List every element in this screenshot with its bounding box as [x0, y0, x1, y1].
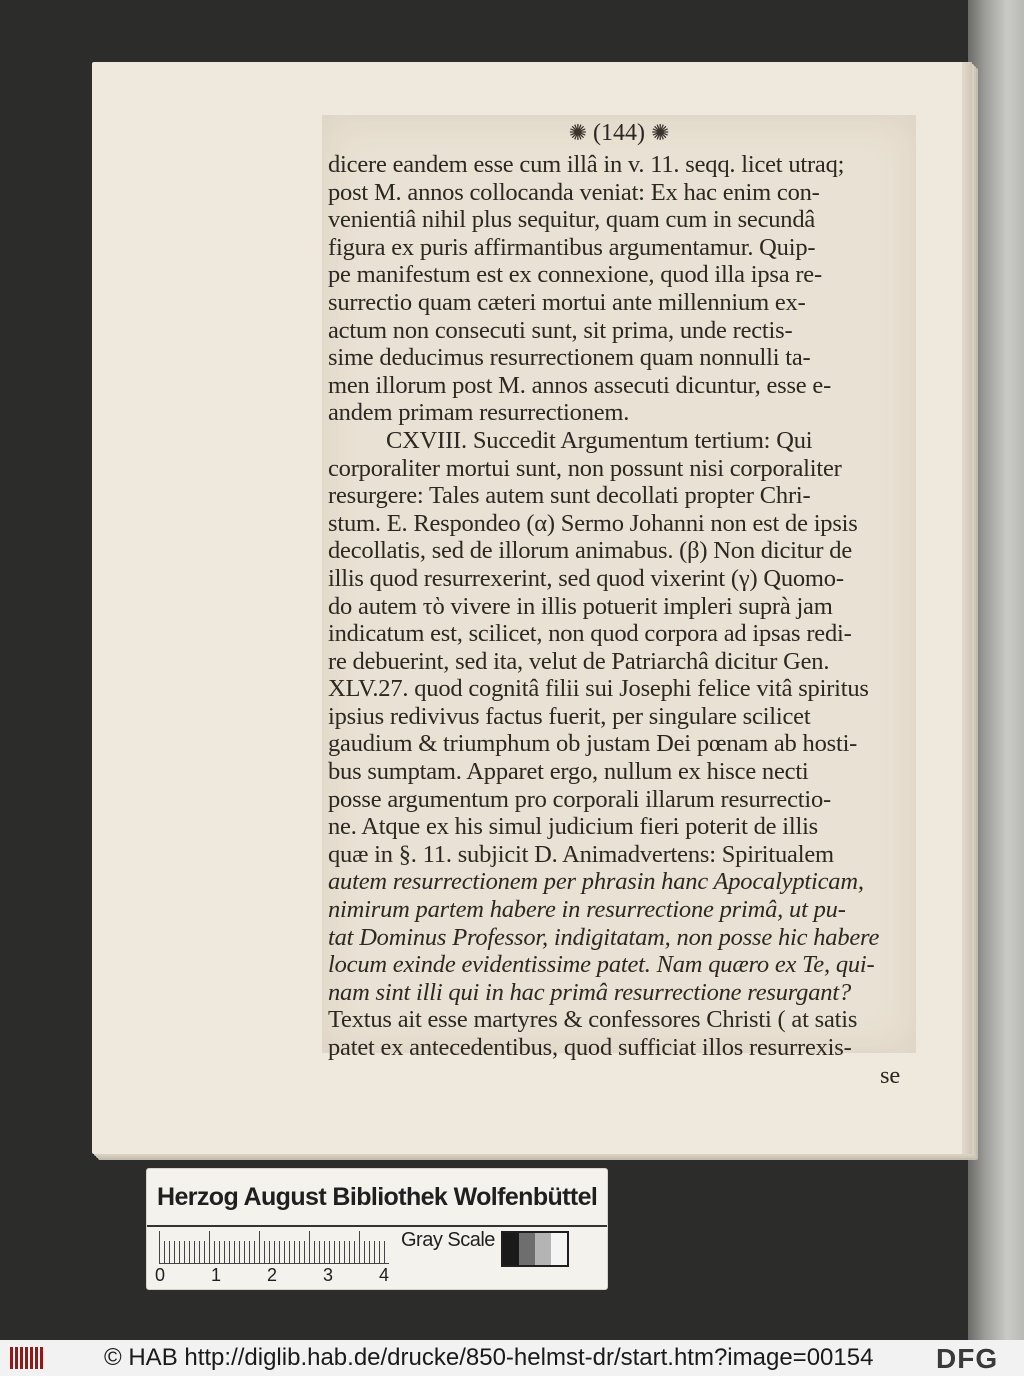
scale-number: 0 — [155, 1265, 166, 1285]
scale-tick — [209, 1231, 210, 1263]
text-line: se — [879, 1061, 900, 1089]
text-line: ipsius redivivus factus fuerit, per singulare scilicet — [328, 702, 811, 730]
scale-tick — [289, 1241, 290, 1263]
scale-tick — [249, 1241, 250, 1263]
page-edge — [962, 62, 972, 1154]
ornament-left-icon: ✺ — [568, 120, 587, 145]
text-line: venientiâ nihil plus sequitur, quam cum in secundâ — [328, 206, 816, 234]
scale-tick — [244, 1241, 245, 1263]
text-line: locum exinde evidentissime patet. Nam quæro ex Te, qui- — [328, 951, 875, 979]
scale-tick — [184, 1241, 185, 1263]
background-strip — [968, 0, 1024, 1340]
scale-tick — [214, 1241, 215, 1263]
text-line: nam sint illi qui in hac primâ resurrectione resurgant? — [328, 978, 851, 1006]
scale-tick — [304, 1241, 305, 1263]
text-line: post M. annos collocanda veniat: Ex hac enim con- — [328, 178, 820, 206]
text-line: re debuerint, sed ita, velut de Patriarchâ dicitur Gen. — [328, 647, 830, 675]
scale-tick — [189, 1241, 190, 1263]
scale-tick — [164, 1241, 165, 1263]
hab-logo-icon — [10, 1347, 44, 1369]
scale-number: 4 — [379, 1265, 390, 1285]
scale-tick — [269, 1241, 270, 1263]
scale-tick — [339, 1241, 340, 1263]
text-line: do autem τὸ vivere in illis potuerit impleri suprà jam — [328, 592, 833, 620]
label-divider — [147, 1225, 607, 1227]
text-line: bus sumptam. Apparet ergo, nullum ex hisce necti — [328, 758, 809, 786]
scale-tick — [319, 1241, 320, 1263]
gray-scale-swatches — [501, 1231, 569, 1267]
scale-tick — [354, 1241, 355, 1263]
library-name: Herzog August Bibliothek Wolfenbüttel — [157, 1183, 598, 1211]
text-line: sime deducimus resurrectionem quam nonnulli ta- — [328, 344, 811, 372]
scale-tick — [279, 1241, 280, 1263]
scale-baseline — [159, 1263, 389, 1264]
scale-tick — [349, 1241, 350, 1263]
text-line: indicatum est, scilicet, non quod corpora ad ipsas redi- — [328, 620, 852, 648]
scale-tick — [309, 1231, 310, 1263]
scale-tick — [194, 1241, 195, 1263]
scale-tick — [204, 1241, 205, 1263]
scale-number: 1 — [211, 1265, 222, 1285]
scale-tick — [229, 1241, 230, 1263]
text-line: autem resurrectionem per phrasin hanc Apocalypticam, — [328, 868, 864, 896]
scale-tick — [314, 1241, 315, 1263]
scale-tick — [379, 1241, 380, 1263]
scale-tick — [174, 1241, 175, 1263]
text-line: gaudium & triumphum ob justam Dei pœnam ab hosti- — [328, 730, 858, 758]
scale-tick — [179, 1241, 180, 1263]
scale-tick — [264, 1241, 265, 1263]
scale-tick — [294, 1241, 295, 1263]
dfg-logo: DFG — [936, 1343, 999, 1374]
footer-bar — [0, 1340, 1024, 1376]
scale-tick — [199, 1241, 200, 1263]
text-line: figura ex puris affirmantibus argumentamur. Quip- — [328, 233, 816, 261]
text-line: actum non consecuti sunt, sit prima, unde rectis- — [328, 316, 793, 344]
gray-swatch — [503, 1233, 519, 1265]
scale-numbers — [147, 1265, 390, 1285]
text-line: posse argumentum pro corporali illarum resurrectio- — [328, 785, 832, 813]
page-header — [322, 115, 916, 151]
scale-tick — [224, 1241, 225, 1263]
text-line: quæ in §. 11. subjicit D. Animadvertens: Spiritualem — [328, 840, 834, 868]
footer-url[interactable]: © HAB http://diglib.hab.de/drucke/850-helmst-dr/start.htm?image=00154 — [104, 1344, 874, 1371]
text-line: illis quod resurrexerint, sed quod vixerint (γ) Quomo- — [328, 564, 844, 592]
gray-scale-label: Gray Scale — [401, 1229, 495, 1251]
scale-tick — [274, 1241, 275, 1263]
scale-tick — [384, 1241, 385, 1263]
page-number: (144) — [593, 120, 645, 146]
scale-tick — [324, 1241, 325, 1263]
text-line: pe manifestum est ex connexione, quod illa ipsa re- — [328, 261, 822, 289]
text-line: CXVIII. Succedit Argumentum tertium: Qui — [386, 426, 813, 454]
text-line: surrectio quam cæteri mortui ante millennium ex- — [328, 288, 806, 316]
scale-tick — [239, 1241, 240, 1263]
gray-swatch — [551, 1233, 567, 1265]
scale-tick — [374, 1241, 375, 1263]
text-line: Textus ait esse martyres & confessores Christi ( at satis — [328, 1006, 858, 1034]
scale-tick — [219, 1241, 220, 1263]
scale-tick — [159, 1231, 160, 1263]
scale-tick — [359, 1231, 360, 1263]
text-line: decollatis, sed de illorum animabus. (β) Non dicitur de — [328, 537, 853, 565]
text-line: nimirum partem habere in resurrectione primâ, ut pu- — [328, 896, 846, 924]
scale-tick — [334, 1241, 335, 1263]
text-line: dicere eandem esse cum illâ in v. 11. seqq. licet utraq; — [328, 151, 845, 178]
body-text — [328, 151, 910, 1089]
text-line: tat Dominus Professor, indigitatam, non posse hic habere — [328, 923, 880, 951]
text-line: patet ex antecedentibus, quod sufficiat illos resurrexis- — [328, 1034, 852, 1061]
scale-tick — [259, 1231, 260, 1263]
scale-tick — [299, 1241, 300, 1263]
text-line: resurgere: Tales autem sunt decollati propter Chri- — [328, 482, 811, 510]
text-line: XLV.27. quod cognitâ filii sui Josephi felice vitâ spiritus — [328, 675, 869, 703]
text-line: men illorum post M. annos assecuti dicuntur, esse e- — [328, 371, 832, 399]
text-block — [322, 115, 916, 1089]
library-label-card — [146, 1168, 608, 1290]
text-line: stum. E. Respondeo (α) Sermo Johanni non est de ipsis — [328, 509, 858, 537]
scale-number: 2 — [267, 1265, 278, 1285]
scale-tick — [284, 1241, 285, 1263]
measurement-scale — [159, 1231, 389, 1265]
scale-tick — [329, 1241, 330, 1263]
ornament-right-icon: ✺ — [650, 120, 670, 145]
scale-number: 3 — [323, 1265, 334, 1285]
text-line: ne. Atque ex his simul judicium fieri poterit de illis — [328, 813, 819, 841]
scale-tick — [369, 1241, 370, 1263]
scale-tick — [364, 1241, 365, 1263]
gray-swatch — [519, 1233, 535, 1265]
scale-tick — [234, 1241, 235, 1263]
gray-swatch — [535, 1233, 551, 1265]
text-line: andem primam resurrectionem. — [328, 399, 630, 427]
text-line: corporaliter mortui sunt, non possunt nisi corporaliter — [328, 454, 842, 482]
scale-tick — [344, 1241, 345, 1263]
scale-tick — [169, 1241, 170, 1263]
scale-tick — [254, 1241, 255, 1263]
